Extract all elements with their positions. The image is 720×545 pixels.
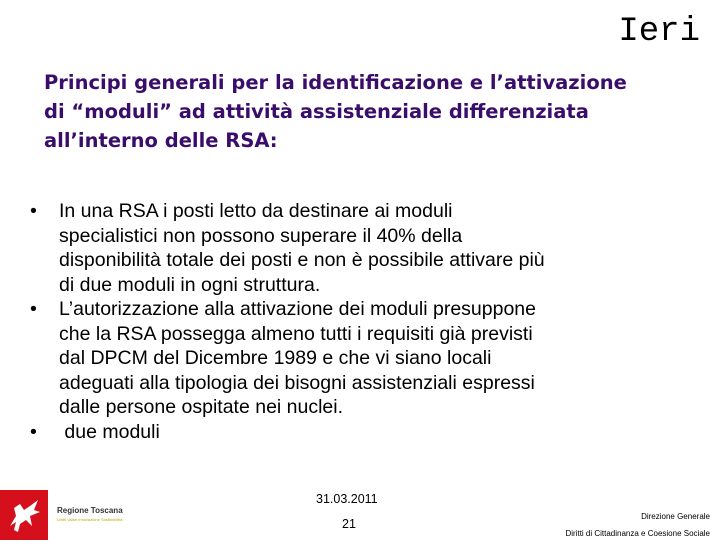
bullet-text-line: dal DPCM del Dicembre 1989 e che vi siano locali	[59, 347, 492, 369]
footer-date: 31.03.2011	[316, 492, 378, 506]
bullet-text-line: di due moduli in ogni struttura.	[59, 273, 321, 296]
bullet-item	[30, 199, 690, 297]
heading-line: di “moduli” ad attività assistenziale differenziata	[44, 100, 589, 123]
pegasus-icon	[0, 490, 48, 540]
department-label	[565, 508, 710, 542]
regione-toscana-logo	[0, 490, 180, 540]
section-heading	[44, 68, 694, 155]
bullet-item	[30, 297, 690, 420]
logo-tagline: Diritti Valori Innovazione Sostenibilità	[57, 517, 123, 522]
heading-line: all’interno delle RSA:	[44, 129, 278, 152]
bullet-marker: •	[30, 298, 37, 320]
bullet-text-line: L’autorizzazione alla attivazione dei moduli presuppone	[59, 298, 536, 320]
bullet-text-line: adeguati alla tipologia dei bisogni assistenziali espressi	[59, 371, 535, 394]
bullet-text-line: dalle persone ospitate nei nuclei.	[59, 396, 344, 418]
department-line: Diritti di Cittadinanza e Coesione Sociale	[565, 529, 710, 538]
bullet-marker: •	[30, 420, 37, 443]
bullet-text-line: In una RSA i posti letto da destinare ai moduli	[59, 200, 453, 222]
bullet-list	[30, 199, 690, 444]
bullet-text-line: disponibilità totale dei posti e non è possibile attivare più	[59, 249, 545, 271]
slide-title: Ieri	[618, 13, 700, 51]
bullet-marker: •	[30, 200, 37, 222]
logo-name: Regione Toscana	[57, 506, 123, 515]
bullet-text-line: che la RSA possegga almeno tutti i requisiti già previsti	[59, 322, 533, 345]
bullet-text-line: specialistici non possono superare il 40% della	[59, 224, 463, 247]
page-number: 21	[342, 517, 356, 531]
pegasus-logo-icon	[0, 490, 48, 540]
department-line: Direzione Generale	[641, 512, 710, 521]
bullet-item	[30, 420, 690, 445]
bullet-text-line: due moduli	[59, 420, 160, 443]
heading-line: Principi generali per la identificazione e l’attivazione	[44, 71, 627, 94]
